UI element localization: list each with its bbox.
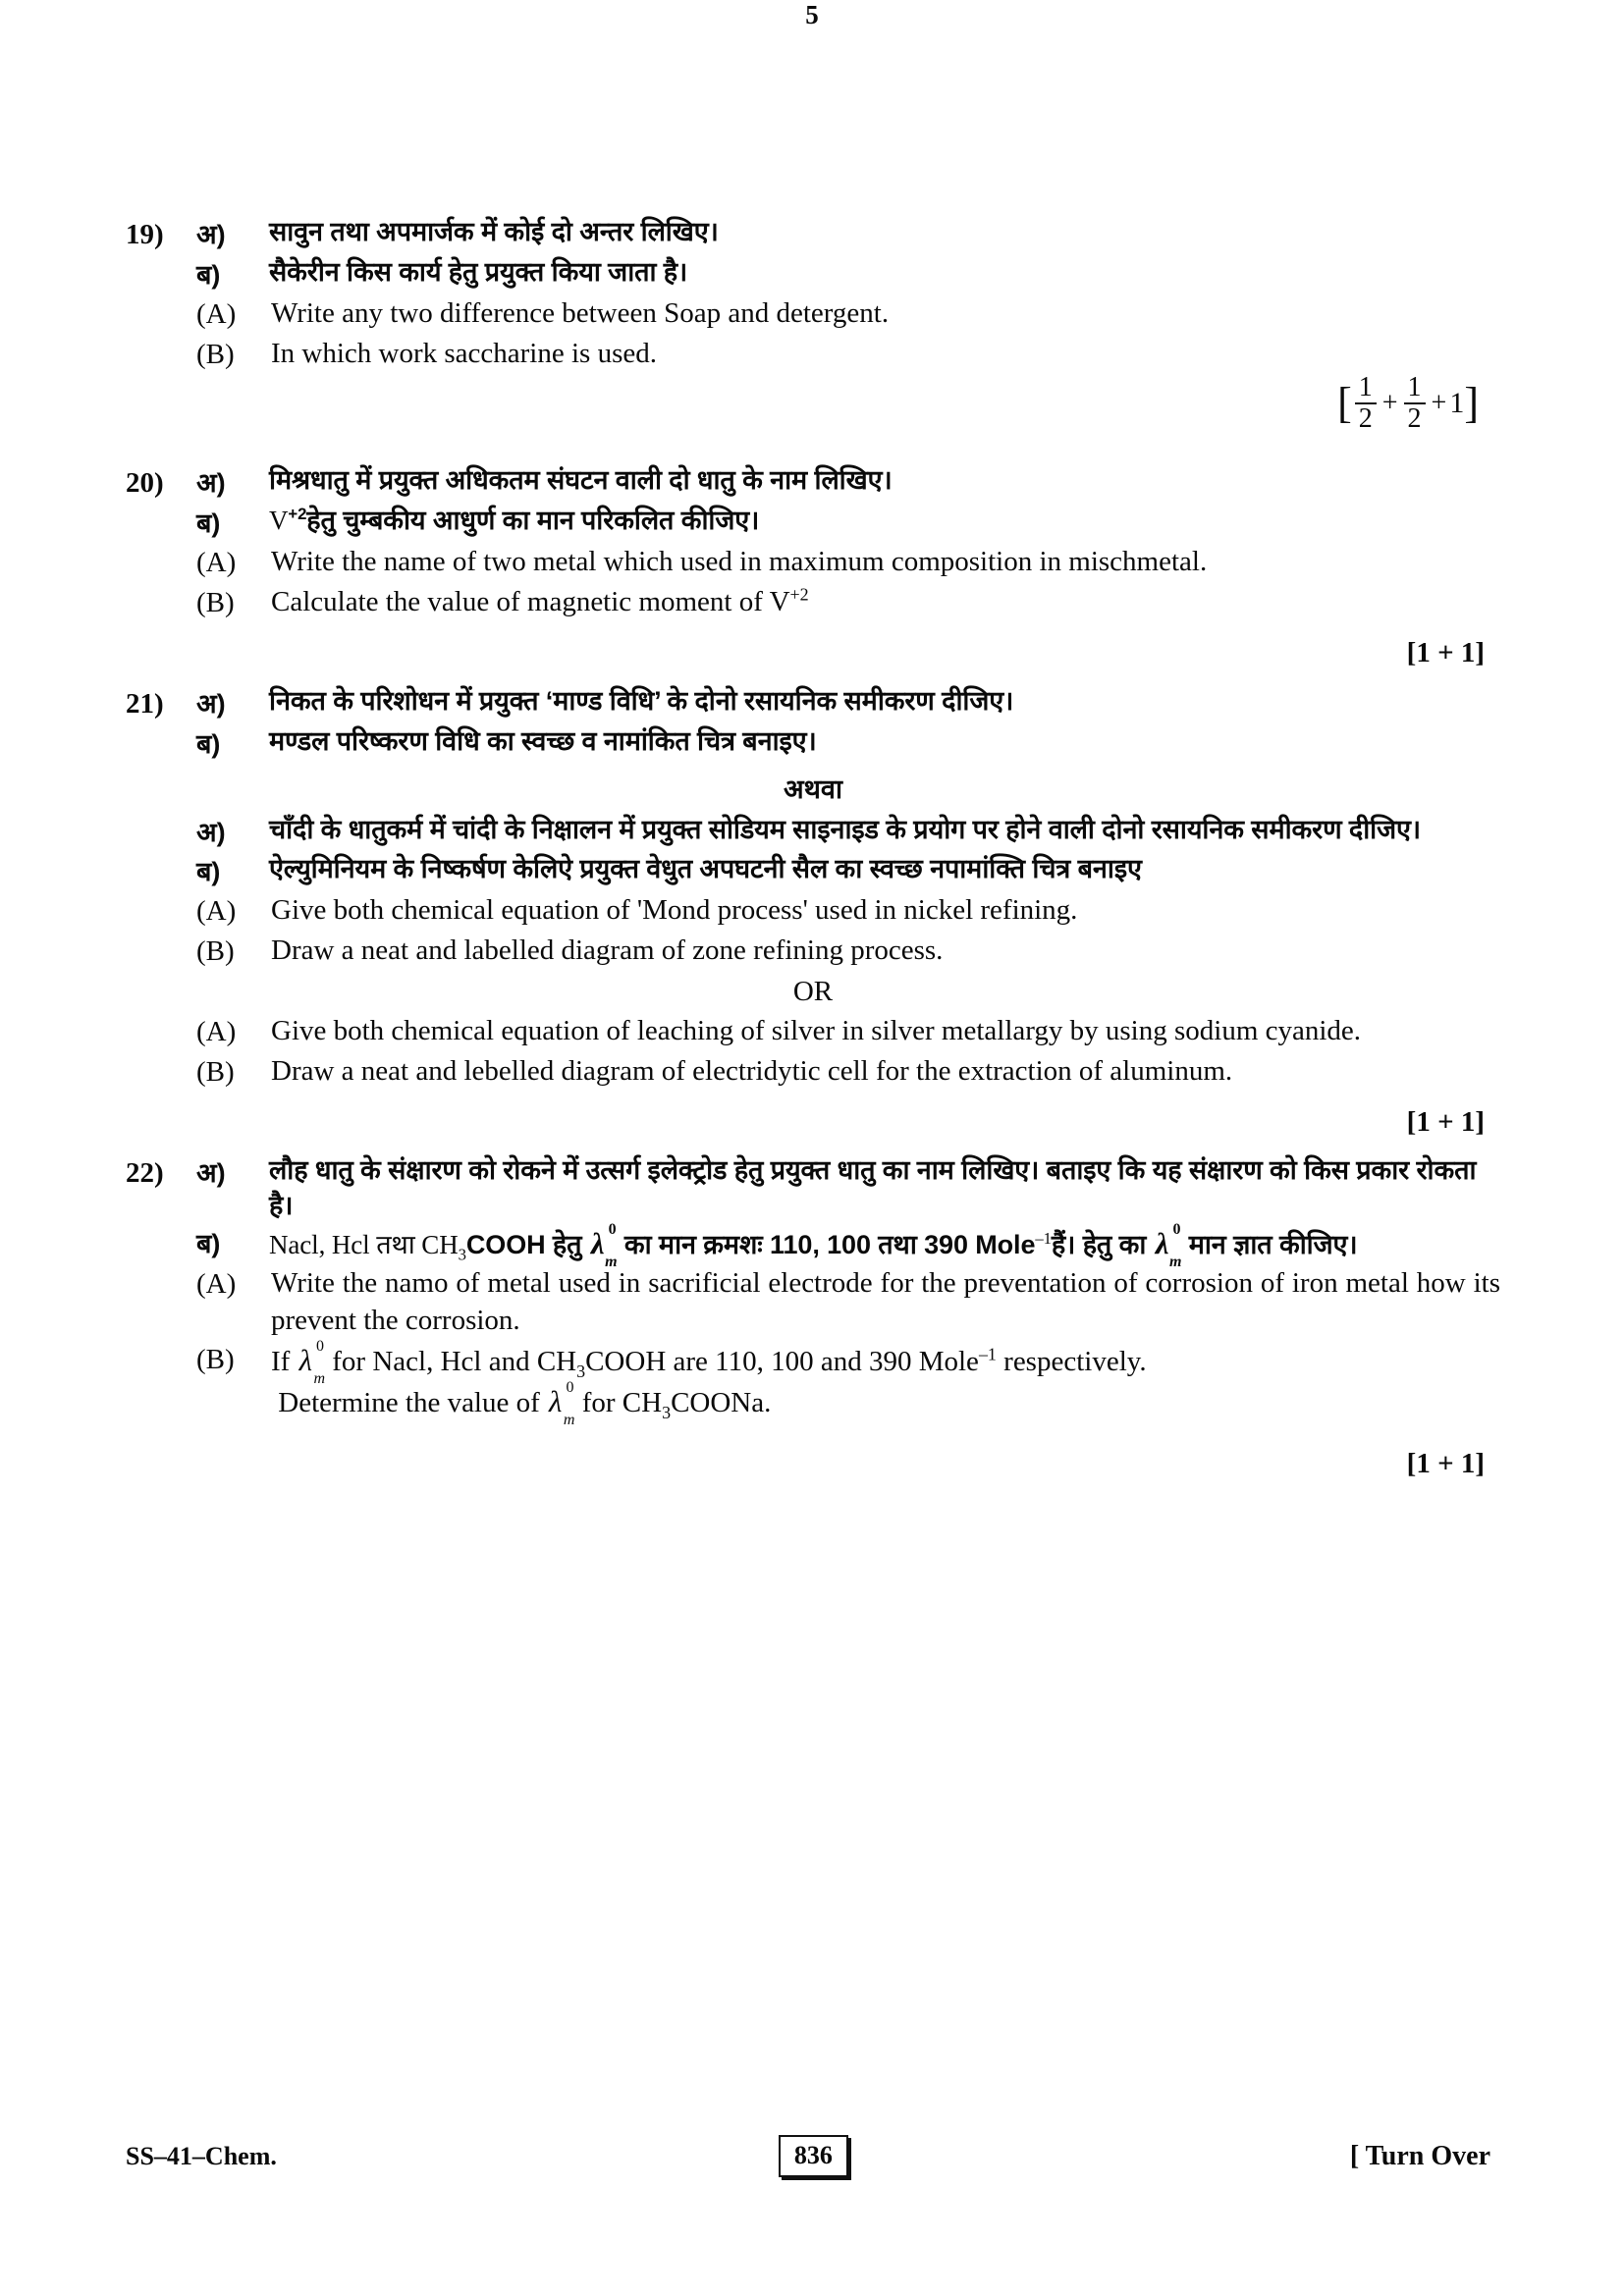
- question-21-eng-alt-a-text: Give both chemical equation of leaching of silver in silver metallargy by using sodium cyanide.: [271, 1015, 1362, 1047]
- for-text: for CH: [581, 1387, 663, 1419]
- lambda-molar-conductivity-symbol: λ 0 m: [298, 1338, 326, 1388]
- question-22-hindi-a-row: [126, 1152, 1500, 1223]
- question-22-hindi-b-label: ब): [196, 1229, 221, 1259]
- question-22-hindi-b-row: [126, 1221, 1500, 1271]
- question-21-hindi-alt-b-text: ऐल्युमिनियम के निष्कर्षण केलिऐ प्रयुक्त वेधुत अपघटनी सैल का स्वच्छ नपामांक्ति चित्र बनाइए: [269, 854, 1142, 884]
- question-20-eng-a-text: Write the name of two metal which used in maximum composition in mischmetal.: [271, 546, 1208, 578]
- fraction-one-half-second: $\frac{1}{2}$: [1404, 374, 1426, 433]
- question-22: [126, 1152, 1500, 1480]
- coona-text: COONa.: [671, 1387, 772, 1419]
- compound-list-post: COOH हेतु: [465, 1230, 582, 1260]
- question-19: [126, 214, 1500, 449]
- bracket-close: ]: [1464, 379, 1479, 428]
- question-20-hindi-b-rest: हेतु चुम्बकीय आधुर्ण का मान परिकलित कीजिए।: [306, 506, 760, 536]
- question-19-hindi-b-row: [126, 254, 1500, 294]
- question-20-number: 20): [126, 467, 164, 500]
- question-21-hindi-alt-b-row: [126, 851, 1500, 891]
- values-text: का मान क्रमशः 110, 100 तथा 390 Mole: [623, 1230, 1036, 1260]
- question-20: [126, 462, 1500, 668]
- question-19-eng-b-label: (B): [196, 338, 235, 370]
- question-21-eng-alt-b-label: (B): [196, 1055, 235, 1088]
- question-19-eng-b-row: [126, 335, 1500, 375]
- question-19-hindi-b-text: सैकेरीन किस कार्य हेतु प्रयुक्त किया जाता है।: [269, 256, 688, 287]
- question-22-eng-a-row: [126, 1264, 1500, 1341]
- mole-inverse-exponent: –1: [1035, 1229, 1052, 1249]
- question-21-eng-a-label: (A): [196, 895, 237, 928]
- questions-container: [126, 214, 1500, 1480]
- question-22-hindi-a-label: अ): [196, 1157, 226, 1188]
- footer-turn-over: [ Turn Over: [1349, 2140, 1490, 2171]
- lambda-molar-conductivity-symbol: λ 0 m: [1155, 1221, 1182, 1271]
- question-19-marks-expression: [1337, 374, 1479, 433]
- question-21-eng-a-text: Give both chemical equation of 'Mond process' used in nickel refining.: [271, 894, 1078, 927]
- question-21-eng-alt-b-row: [126, 1052, 1500, 1093]
- values-text: COOH are 110, 100 and 390 Mole: [585, 1346, 979, 1378]
- question-21-hindi-alt-a-row: [126, 812, 1500, 852]
- question-20-eng-b-text: [271, 583, 1500, 621]
- for-compounds-text: for Nacl, Hcl and CH: [332, 1346, 577, 1378]
- question-19-eng-a-text: Write any two difference between Soap and detergent.: [271, 296, 890, 329]
- question-20-hindi-a-label: अ): [196, 468, 226, 499]
- question-20-marks: [1 + 1]: [1406, 636, 1485, 668]
- vanadium-symbol: V: [269, 506, 289, 536]
- question-19-number: 19): [126, 219, 164, 250]
- question-20-hindi-b-row: [126, 503, 1500, 543]
- question-20-eng-b-label: (B): [196, 587, 235, 619]
- question-20-eng-a-row: [126, 543, 1500, 583]
- question-21-eng-b-label: (B): [196, 935, 235, 968]
- bracket-open: [: [1337, 379, 1352, 428]
- ch3-subscript: 3: [576, 1362, 586, 1382]
- question-22-eng-a-text: Write the namo of metal used in sacrificial electrode for the preventation of corrosion of iron metal how its prevent the corrosion.: [271, 1266, 1500, 1337]
- question-21-hindi-alt-a-text: चाँदी के धातुकर्म में चांदी के निक्षालन में प्रयुक्त सोडियम साइनाइड के प्रयोग पर होने वाली दोनो रसायनिक समीकरण दीजिए।: [269, 814, 1422, 844]
- plus-sign: +: [1381, 388, 1398, 419]
- question-22-hindi-b-text: [269, 1221, 1500, 1271]
- page-footer: [126, 2135, 1500, 2177]
- question-21-hindi-or: अथवा: [784, 774, 842, 804]
- question-20-eng-a-label: (A): [196, 547, 237, 579]
- footer-paper-serial: 836: [779, 2135, 848, 2177]
- question-19-eng-a-row: [126, 294, 1500, 335]
- question-21-eng-b-text: Draw a neat and labelled diagram of zone refining process.: [271, 934, 944, 967]
- question-22-eng-b-row: [126, 1338, 1500, 1429]
- question-19-hindi-a-label: अ): [196, 220, 226, 249]
- page-number: 5: [805, 0, 819, 29]
- question-21-hindi-a-text: निकत के परिशोधन में प्रयुक्त ‘माण्ड विधि’ के दोनो रसायनिक समीकरण दीजिए।: [269, 685, 1014, 716]
- respectively-text: respectively.: [1003, 1346, 1147, 1378]
- ka-text: का: [1118, 1230, 1147, 1260]
- ch3-subscript: 3: [662, 1403, 672, 1422]
- determine-text: मान ज्ञात कीजिए।: [1188, 1230, 1358, 1260]
- lambda-molar-conductivity-symbol: λ 0 m: [590, 1221, 618, 1271]
- question-19-marks: [126, 374, 1500, 449]
- ch3-subscript: 3: [458, 1245, 466, 1264]
- hetu-text: हैं। हेतु: [1051, 1230, 1112, 1260]
- question-21-eng-alt-b-text: Draw a neat and lebelled diagram of electridytic cell for the extraction of aluminum.: [271, 1054, 1233, 1087]
- question-22-eng-b-text: [271, 1338, 1500, 1429]
- question-19-eng-a-label: (A): [196, 297, 237, 330]
- question-21-eng-a-row: [126, 891, 1500, 932]
- question-21-eng-b-row: [126, 932, 1500, 972]
- compound-list-pre: Nacl, Hcl तथा CH: [269, 1230, 459, 1260]
- question-20-hindi-a-row: [126, 462, 1500, 503]
- question-19-eng-b-text: In which work saccharine is used.: [271, 337, 657, 369]
- question-19-hindi-b-label: ब): [196, 259, 221, 290]
- question-20-hindi-b-text: [269, 503, 1500, 538]
- plus-sign: +: [1431, 388, 1447, 419]
- lambda-molar-conductivity-symbol: λ 0 m: [549, 1379, 575, 1429]
- question-20-hindi-a-text: मिश्रधातु में प्रयुक्त अधिकतम संघटन वाली दो धातु के नाम लिखिए।: [269, 465, 893, 496]
- marks-one: 1: [1449, 387, 1465, 420]
- question-22-number: 22): [126, 1156, 164, 1189]
- question-21: [126, 683, 1500, 1139]
- question-22-hindi-a-text: लौह धातु के संक्षारण को रोकने में उत्सर्ग इलेक्ट्रोड हेतु प्रयुक्त धातु का नाम लिखिए। बताइए कि यह संक्षारण को किस प्रकार रोकता है।: [269, 1154, 1477, 1220]
- question-21-hindi-a-label: अ): [196, 688, 226, 719]
- question-21-hindi-b-label: ब): [196, 728, 221, 759]
- question-22-eng-a-label: (A): [196, 1267, 237, 1300]
- question-21-hindi-alt-a-label: अ): [196, 817, 226, 847]
- question-20-hindi-b-label: ब): [196, 508, 221, 539]
- question-21-number: 21): [126, 687, 164, 720]
- question-21-hindi-b-row: [126, 723, 1500, 764]
- question-21-marks: [1 + 1]: [1406, 1105, 1485, 1138]
- fraction-one-half-first: $\frac{1}{2}$: [1355, 374, 1377, 433]
- vanadium-charge: +2: [288, 505, 307, 524]
- question-21-hindi-a-row: [126, 683, 1500, 723]
- question-21-hindi-b-text: मण्डल परिष्करण विधि का स्वच्छ व नामांकित चित्र बनाइए।: [269, 725, 817, 756]
- question-22-marks: [1 + 1]: [1406, 1448, 1485, 1480]
- question-21-eng-alt-a-row: [126, 1012, 1500, 1052]
- question-22-eng-b-label: (B): [196, 1344, 235, 1376]
- question-20-eng-b-row: [126, 583, 1500, 623]
- question-19-hindi-a-text: सावुन तथा अपमार्जक में कोई दो अन्तर लिखिए।: [269, 217, 719, 246]
- if-text: If: [271, 1346, 291, 1378]
- question-21-eng-alt-a-label: (A): [196, 1016, 237, 1048]
- question-21-eng-or: OR: [792, 976, 834, 1008]
- question-19-hindi-a-row: [126, 214, 1500, 254]
- determine-text: Determine the value of: [278, 1387, 540, 1419]
- mole-inverse-exponent: –1: [978, 1344, 997, 1364]
- question-21-hindi-alt-b-label: ब): [196, 857, 221, 887]
- footer-paper-code: SS–41–Chem.: [126, 2141, 277, 2170]
- vanadium-charge: +2: [789, 584, 809, 605]
- question-20-eng-b-main: Calculate the value of magnetic moment of V: [271, 586, 790, 618]
